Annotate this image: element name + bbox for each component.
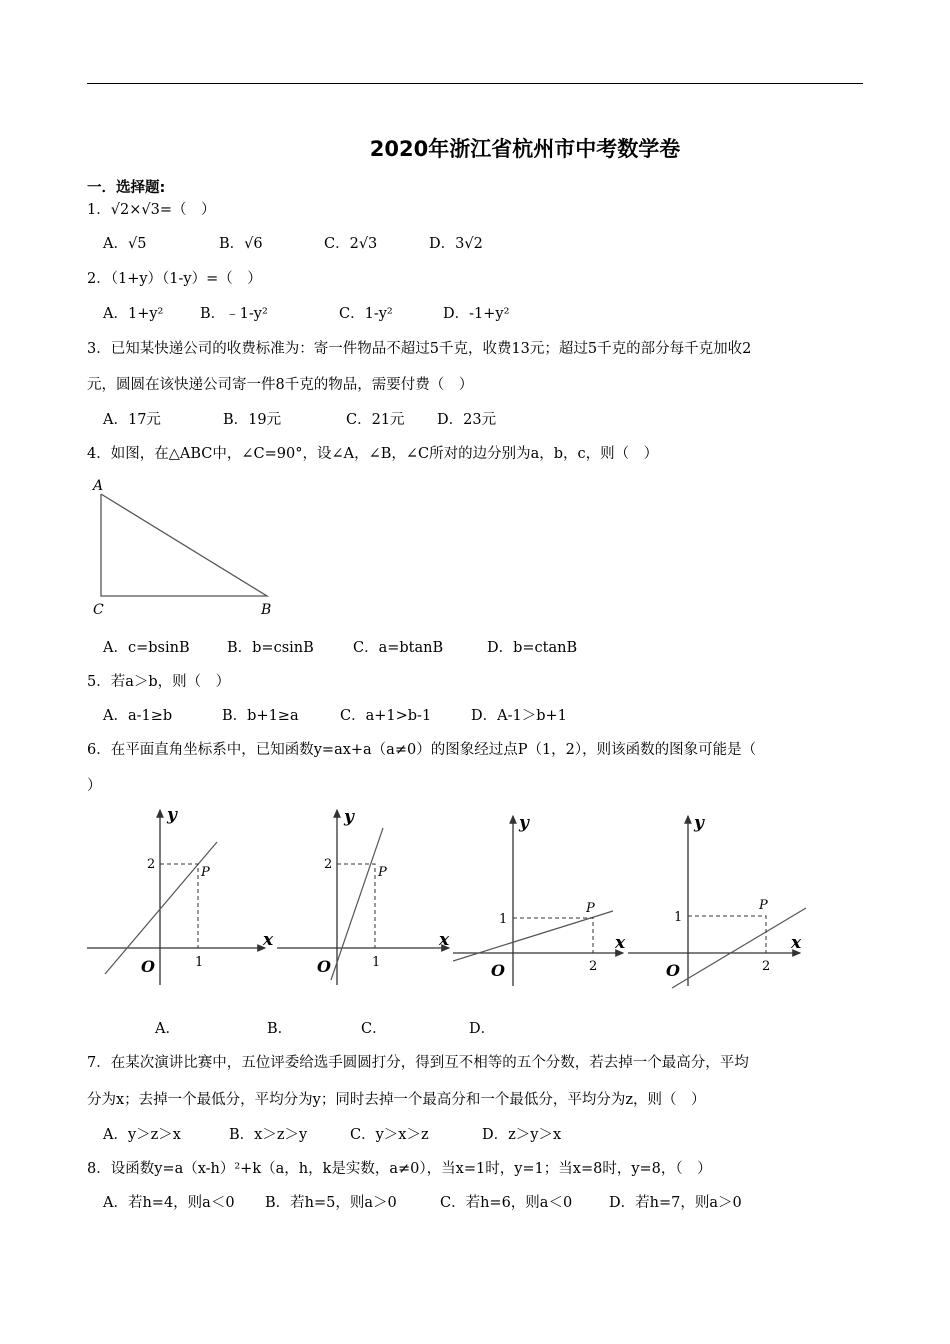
q4-option-a: A．c=bsinB (103, 640, 190, 656)
question-4: 4．如图，在△ABC中，∠C=90°，设∠A，∠B，∠C所对的边分别为a，b，c，则（ ） (87, 446, 659, 462)
q1-option-a: A．√5 (103, 236, 147, 252)
graph-label-c: C． (361, 1021, 387, 1037)
q3-option-c: C．21元 (346, 412, 405, 428)
question-6-line-1: 6．在平面直角坐标系中，已知函数y=ax+a（a≠0）的图象经过点P（1，2），则该函数的图象可能是（ (87, 742, 757, 758)
question-7-line-1: 7．在某次演讲比赛中，五位评委给选手圆圆打分，得到互不相等的五个分数，若去掉一个最高分，平均 (87, 1055, 749, 1071)
q3-option-b: B．19元 (223, 412, 282, 428)
y-tick-label: 2 (324, 857, 333, 872)
q4-option-c: C．a=btanB (353, 640, 444, 656)
x-tick-label: 2 (762, 959, 771, 974)
x-tick-label: 1 (195, 955, 204, 970)
graph-c (453, 808, 631, 990)
guide-dashes (688, 916, 766, 953)
point-p-label: P (759, 898, 768, 913)
header-rule (87, 83, 863, 84)
guide-dashes (513, 918, 593, 953)
graph-d (628, 808, 810, 990)
y-tick-label: 1 (499, 912, 508, 927)
origin-label: O (141, 957, 155, 976)
graph-a (87, 800, 277, 990)
y-axis-label: y (167, 805, 177, 825)
question-3-line-1: 3．已知某快递公司的收费标准为：寄一件物品不超过5千克，收费13元；超过5千克的部分每千克加收2 (87, 341, 752, 357)
x-tick-label: 2 (589, 959, 598, 974)
graph-b (277, 800, 457, 990)
q1-option-c: C．2√3 (324, 236, 378, 252)
origin-label: O (666, 961, 680, 980)
question-1 (87, 200, 215, 220)
x-tick-label: 1 (372, 955, 381, 970)
q2-option-d: D．-1+y² (443, 306, 510, 322)
graph-label-b: B． (267, 1021, 293, 1037)
x-axis-label: x (263, 930, 274, 950)
q8-option-c: C．若h=6，则a＜0 (440, 1195, 573, 1211)
triangle-shape (101, 494, 267, 596)
q7-option-d: D．z＞y＞x (482, 1127, 562, 1143)
q5-option-c: C．a+1>b-1 (340, 708, 432, 724)
function-line (672, 908, 806, 988)
q2-option-b: B．﹣1-y² (200, 306, 268, 322)
q1-option-b: B．√6 (219, 236, 263, 252)
triangle-abc-figure (87, 472, 287, 622)
q7-option-b: B．x＞z＞y (229, 1127, 308, 1143)
point-p-label: P (201, 865, 210, 880)
point-p-label: P (586, 901, 595, 916)
page-title: 2020年浙江省杭州市中考数学卷 (369, 137, 681, 161)
point-p-label: P (378, 865, 387, 880)
q5-option-d: D．A-1＞b+1 (471, 708, 567, 724)
question-3-line-2: 元，圆圆在该快递公司寄一件8千克的物品，需要付费（ ） (87, 377, 474, 393)
x-axis-label: x (615, 933, 626, 953)
q1-expression: √2×√3=（ ） (110, 202, 216, 218)
graph-label-d: D． (469, 1021, 496, 1037)
q3-option-a: A．17元 (103, 412, 161, 428)
guide-dashes (160, 864, 198, 948)
question-6-line-2: ） (87, 778, 102, 794)
q5-option-a: A．a-1≥b (103, 708, 173, 724)
y-axis-label: y (344, 807, 354, 827)
y-tick-label: 2 (147, 857, 156, 872)
section-heading: 一．选择题: (87, 180, 166, 196)
y-tick-label: 1 (674, 910, 683, 925)
question-8: 8．设函数y=a（x-h）²+k（a，h，k是实数，a≠0），当x=1时，y=1；当x=8时，y=8，（ ） (87, 1161, 712, 1177)
q4-option-b: B．b=csinB (227, 640, 314, 656)
question-5: 5．若a＞b，则（ ） (87, 674, 231, 690)
y-axis-label: y (694, 813, 704, 833)
q8-option-b: B．若h=5，则a＞0 (265, 1195, 397, 1211)
origin-label: O (491, 961, 505, 980)
q5-option-b: B．b+1≥a (222, 708, 299, 724)
q3-option-d: D．23元 (437, 412, 497, 428)
origin-label: O (317, 957, 331, 976)
vertex-c-label: C (93, 602, 104, 618)
x-axis-label: x (439, 930, 450, 950)
y-axis-label: y (519, 813, 529, 833)
graph-label-a: A． (155, 1021, 180, 1037)
vertex-b-label: B (261, 602, 272, 618)
question-2: 2．（1+y）（1-y）=（ ） (87, 271, 262, 287)
question-7-line-2: 分为x；去掉一个最低分，平均分为y；同时去掉一个最高分和一个最低分，平均分为z，则（ ） (87, 1092, 706, 1108)
x-axis-label: x (791, 933, 802, 953)
q2-option-c: C．1-y² (339, 306, 393, 322)
q8-option-a: A．若h=4，则a＜0 (103, 1195, 235, 1211)
q1-number: 1． (87, 202, 111, 218)
q4-option-d: D．b=ctanB (487, 640, 578, 656)
q1-option-d: D．3√2 (429, 236, 483, 252)
vertex-a-label: A (93, 478, 104, 494)
q2-option-a: A．1+y² (103, 306, 164, 322)
q7-option-c: C．y＞x＞z (350, 1127, 429, 1143)
q8-option-d: D．若h=7，则a＞0 (609, 1195, 742, 1211)
q7-option-a: A．y＞z＞x (103, 1127, 181, 1143)
